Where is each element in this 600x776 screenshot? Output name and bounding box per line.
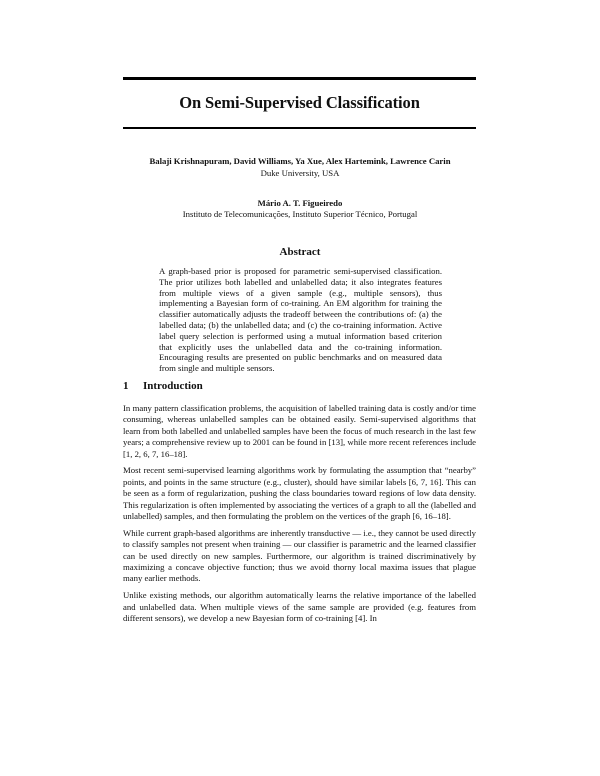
section-title: Introduction bbox=[143, 380, 203, 392]
abstract-text: A graph-based prior is proposed for parametric semi-supervised classification. The prior utilizes both labelled and unlabelled data; it also integrates features from multiple views of a given sample (e.g., multiple sensors), thus implementing a Bayesian form of co-training. An EM algorithm for training the classifier automatically adjusts the tradeoff between the contributions of: (a) the labelled data; (b) the unlabelled data; and (c) the co-training information. Active label query selection is performed using a mutual information based criterion that explicitly uses the unlabelled data and the co-training information. Encouraging results are presented on public benchmarks and on measured data from single and multiple sensors. bbox=[159, 266, 442, 374]
author-list-2: Mário A. T. Figueiredo bbox=[257, 198, 343, 208]
paragraph: In many pattern classification problems, the acquisition of labelled training data is costly and/or time consuming, whereas unlabelled samples can be obtained easily. Semi-supervised algorithms that learn from both labelled and unlabelled samples have been the focus of much research in the last few years; a comprehensive review up to 2001 can be found in [13], while more recent references include [1, 2, 6, 7, 16–18]. bbox=[123, 403, 476, 459]
section-heading bbox=[123, 380, 203, 392]
section-number: 1 bbox=[123, 380, 129, 392]
abstract-heading: Abstract bbox=[279, 246, 321, 258]
paragraph: Most recent semi-supervised learning algorithms work by formulating the assumption that “nearby” points, and points in the same structure (e.g., cluster), should have similar labels [6, 7, 16]. This can be seen as a form of regularization, pushing the class boundaries toward regions of low data density. This regularization is often implemented by associating the vertices of a graph to all the (labelled and unlabelled) samples, and then formulating the problem on the vertices of the graph [6, 16–18]. bbox=[123, 465, 476, 522]
paragraph: While current graph-based algorithms are inherently transductive — i.e., they cannot be used directly to classify samples not present when training — our classifier is parametric and the learned classifier can be used directly on new samples. Furthermore, our algorithm is trained discriminatively by maximizing a concave objective function; thus we avoid thorny local maxima issues that plague many earlier methods. bbox=[123, 527, 476, 584]
title-bottom-rule bbox=[123, 127, 476, 129]
body-text bbox=[123, 403, 476, 630]
author-list-1: Balaji Krishnapuram, David Williams, Ya Xue, Alex Hartemink, Lawrence Carin bbox=[149, 156, 451, 166]
paper-title: On Semi-Supervised Classification bbox=[179, 93, 420, 112]
affiliation-1: Duke University, USA bbox=[260, 168, 340, 178]
paragraph: Unlike existing methods, our algorithm automatically learns the relative importance of the labelled and unlabelled data. When multiple views of the same sample are provided (e.g. features from different sensors), we develop a new Bayesian form of co-training [4]. In bbox=[123, 590, 476, 624]
affiliation-2: Instituto de Telecomunicações, Instituto Superior Técnico, Portugal bbox=[182, 209, 418, 219]
title-top-rule bbox=[123, 77, 476, 80]
